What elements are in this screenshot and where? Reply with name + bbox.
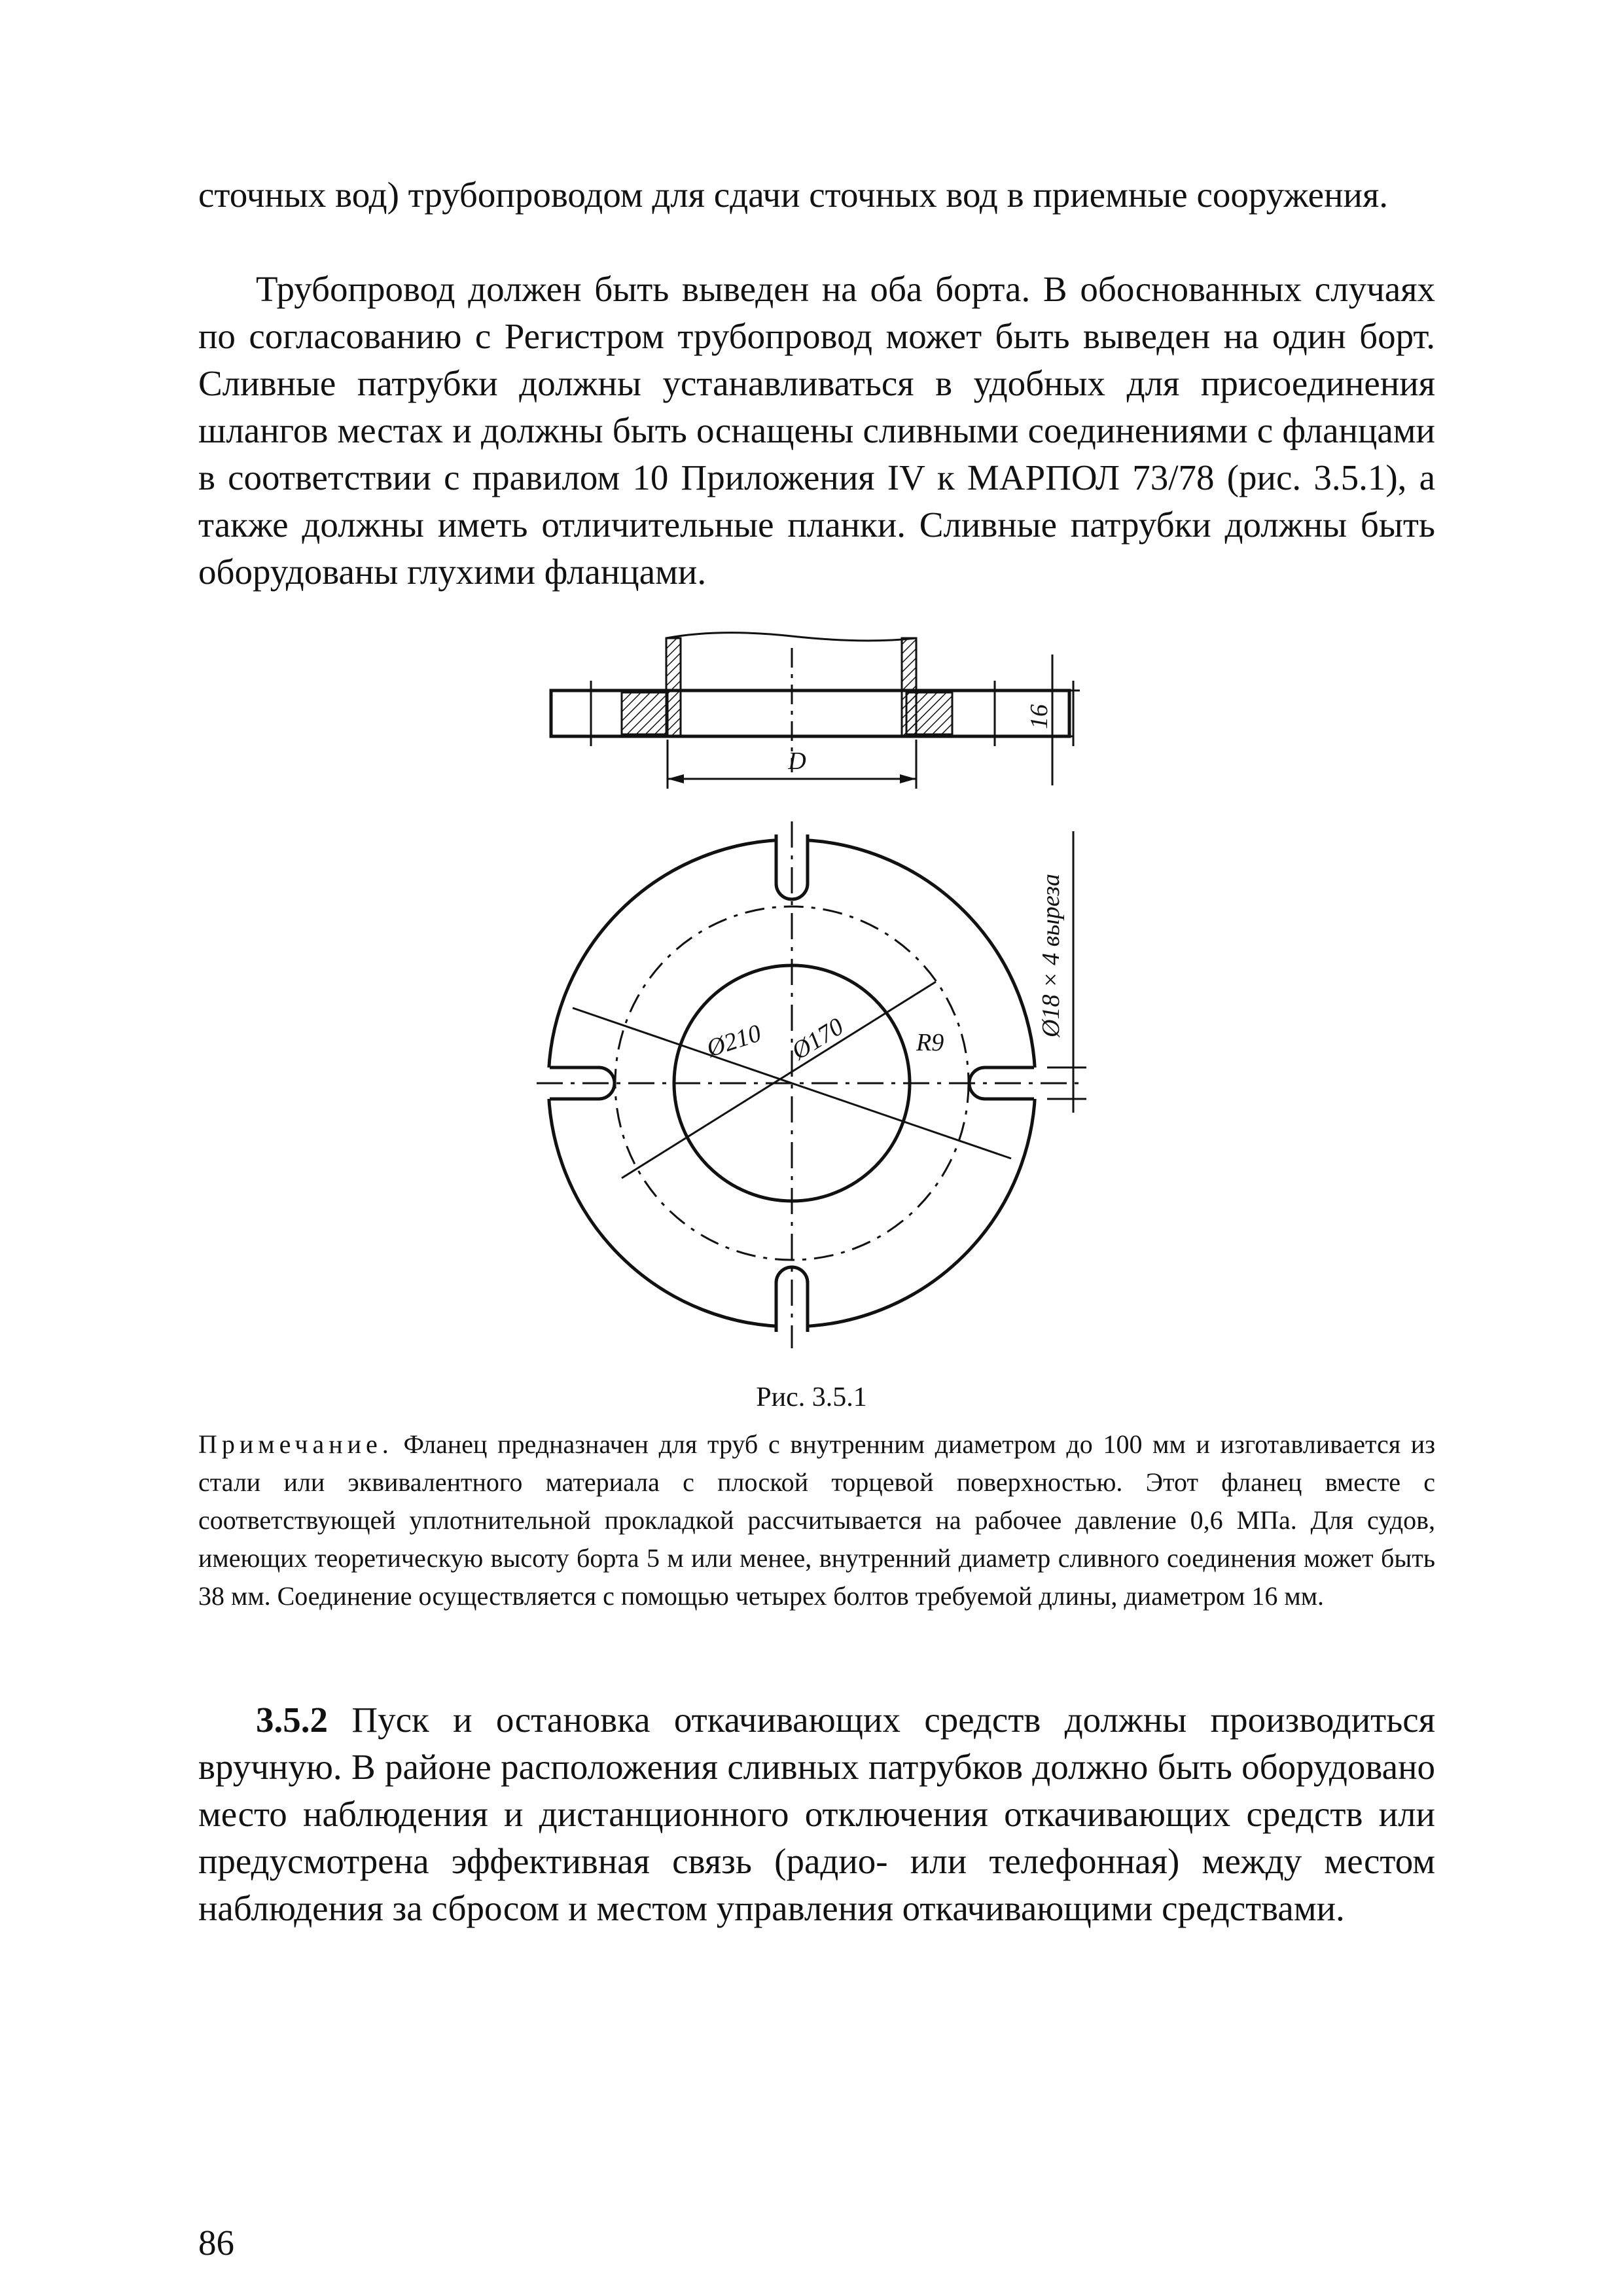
paragraph-3-5-2 (198, 1696, 1435, 1932)
note-label: Примечание. (198, 1429, 393, 1459)
paragraph-continuation: сточных вод) трубопроводом для сдачи сточных вод в приемные сооружения. (198, 175, 1389, 215)
label-dim-D: D (788, 747, 806, 775)
label-dim-210: Ø210 (703, 1019, 765, 1063)
page-number: 86 (198, 2223, 234, 2263)
section-number: 3.5.2 (256, 1700, 328, 1740)
label-dim-R9: R9 (916, 1029, 944, 1056)
note-body: Фланец предназначен для труб с внутренним диаметром до 100 мм и изготавливается из стали или эквивалентного материала с плоской торцевой поверхностью. Этот фланец вместе с соответствующей уплотнительной прокладкой рассчитывается на рабочее давление 0,6 МПа. Для судов, имеющих теоретическую высоту борта 5 м или менее, внутренний диаметр сливного соединения может быть 38 мм. Соединение осуществляется с помощью четырех болтов требуемой длины, диаметром 16 мм. (198, 1429, 1436, 1611)
paragraph-3-5-2-body: Пуск и остановка откачивающих средств должны производиться вручную. В районе расположения сливных патрубков должно быть оборудовано место наблюдения и дистанционного отключения откачивающих средств или предусмотрена эффективная связь (радио- или телефонная) между местом наблюдения за сбросом и местом управления откачивающими средствами. (198, 1700, 1436, 1928)
label-dim-170: Ø170 (787, 1013, 849, 1066)
figure-caption: Рис. 3.5.1 (756, 1382, 867, 1412)
flange-section-view (551, 633, 1080, 789)
hatch-left (622, 692, 668, 734)
pipe-wall-left (666, 638, 681, 736)
flange-plan-view (537, 821, 1086, 1348)
paragraph-pipeline-outlets: Трубопровод должен быть выведен на оба борта. В обоснованных случаях по согласованию с Регистром трубопровод может быть выведен на один борт. Сливные патрубки должны устанавливаться в удобных для присоединения шлангов местах и должны быть оснащены сливными соединениями с фланцами в соответствии с правилом 10 Приложения IV к МАРПОЛ 73/78 (рис. 3.5.1), а также должны иметь отличительные планки. Сливные патрубки должны быть оборудованы глухими фланцами. (198, 269, 1435, 592)
figure-note (198, 1426, 1435, 1615)
label-dim-16: 16 (1026, 704, 1053, 729)
label-dim-slots: Ø18 × 4 выреза (1037, 873, 1065, 1038)
pipe-wall-right (902, 638, 916, 736)
